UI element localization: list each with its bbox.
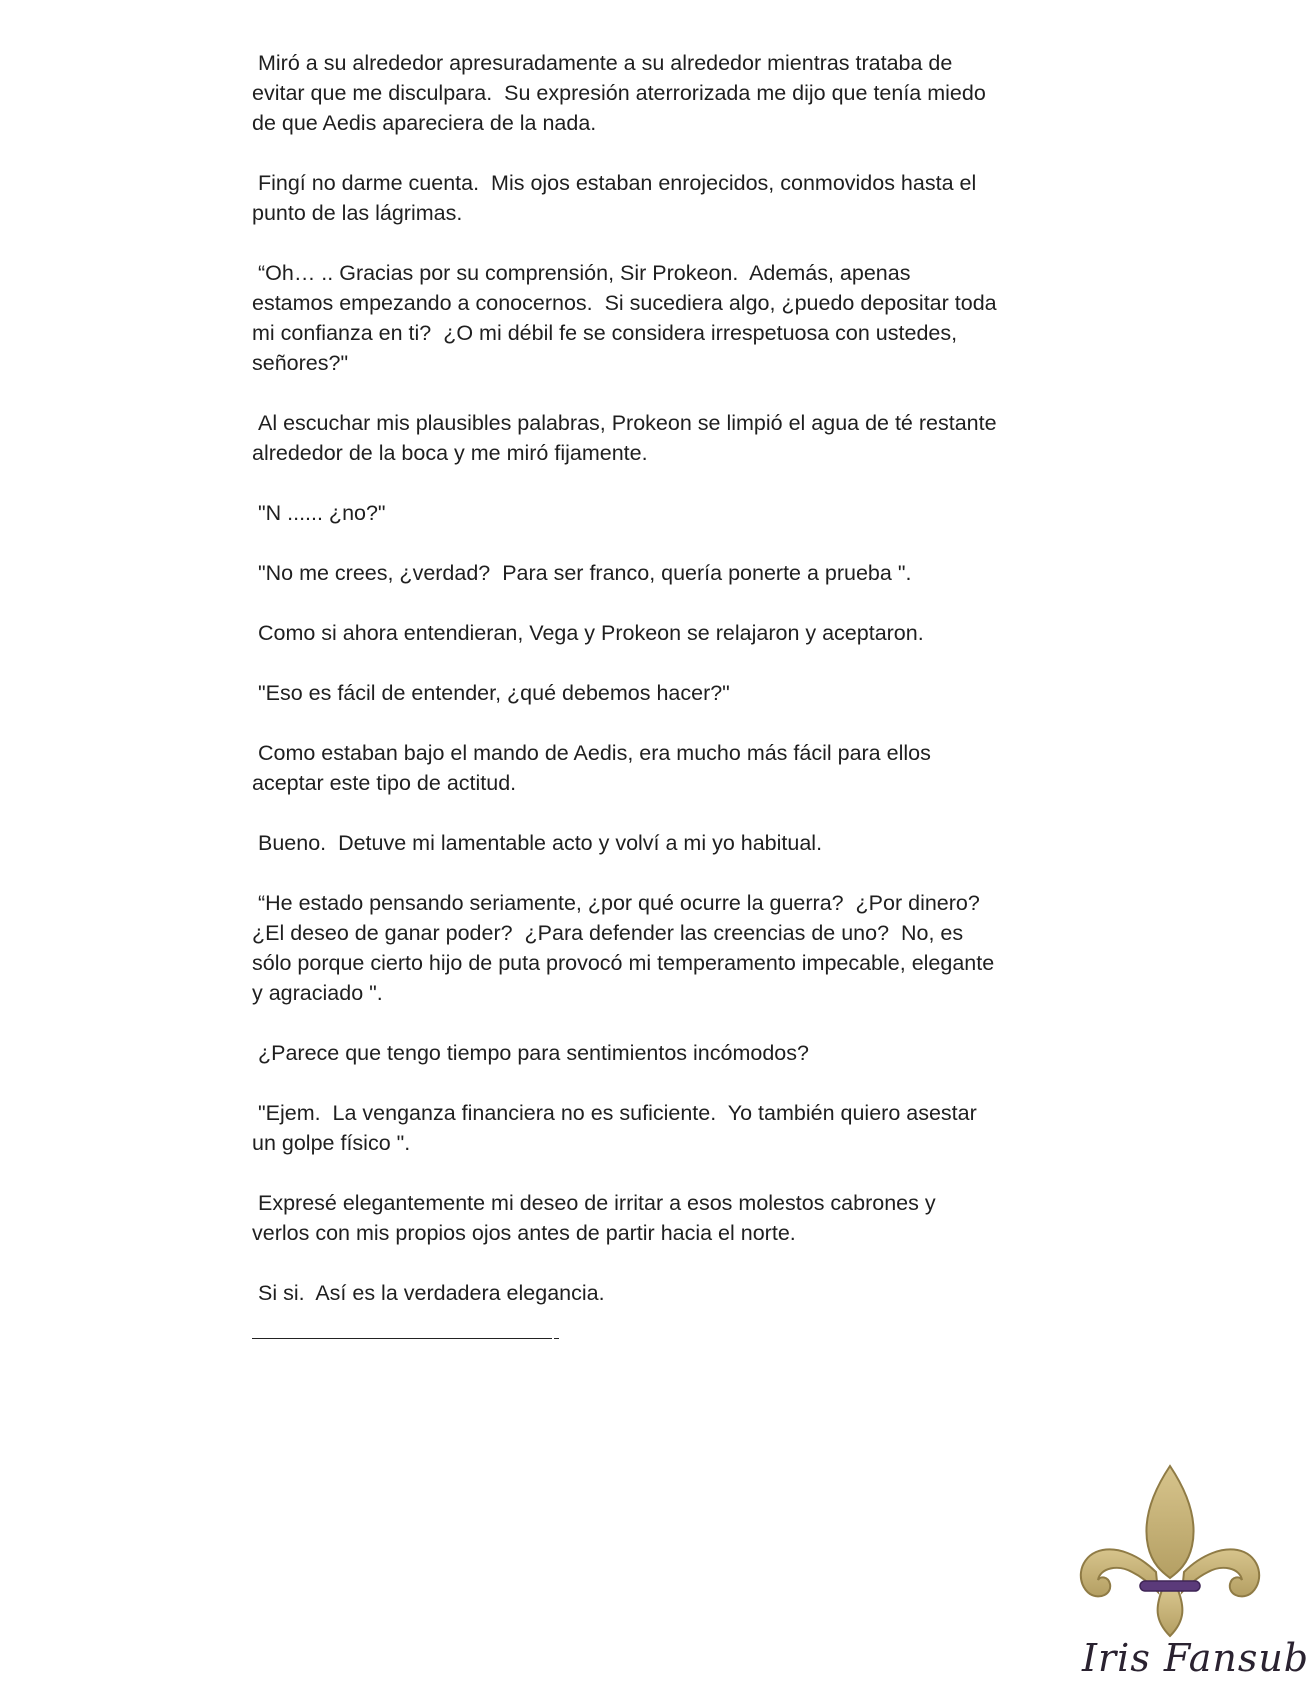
paragraph-10: Bueno. Detuve mi lamentable acto y volví a mi yo habitual. [252,831,823,855]
paragraph-12: ¿Parece que tengo tiempo para sentimientos incómodos? [252,1041,809,1065]
paragraph-5: "N ...... ¿no?" [252,501,386,525]
paragraph-8: "Eso es fácil de entender, ¿qué debemos hacer?" [252,681,730,705]
paragraph-14: Expresé elegantemente mi deseo de irritar a esos molestos cabrones y verlos con mis propios ojos antes de partir hacia el norte. [252,1191,936,1245]
paragraph-15: Si si. Así es la verdadera elegancia. [252,1281,605,1305]
paragraph-3: “Oh… .. Gracias por su comprensión, Sir Prokeon. Además, apenas estamos empezando a conocernos. Si sucediera algo, ¿puedo depositar toda mi confianza en ti? ¿O mi débil fe se considera irrespetuosa con ustedes, señores?" [252,261,997,375]
document-body [252,48,1052,1339]
paragraph-9: Como estaban bajo el mando de Aedis, era mucho más fácil para ellos aceptar este tipo de actitud. [252,741,931,795]
paragraph-13: "Ejem. La venganza financiera no es suficiente. Yo también quiero asestar un golpe físico ". [252,1101,977,1155]
paragraph-2: Fingí no darme cuenta. Mis ojos estaban enrojecidos, conmovidos hasta el punto de las lágrimas. [252,171,977,225]
paragraph-4: Al escuchar mis plausibles palabras, Prokeon se limpió el agua de té restante alrededor de la boca y me miró fijamente. [252,411,997,465]
paragraph-1: Miró a su alrededor apresuradamente a su alrededor mientras trataba de evitar que me disculpara. Su expresión aterrorizada me dijo que tenía miedo de que Aedis apareciera de la nada. [252,51,986,135]
paragraph-6: "No me crees, ¿verdad? Para ser franco, quería ponerte a prueba ". [252,561,912,585]
section-divider [252,1338,552,1339]
paragraph-7: Como si ahora entendieran, Vega y Prokeon se relajaron y aceptaron. [252,621,924,645]
paragraph-11: “He estado pensando seriamente, ¿por qué ocurre la guerra? ¿Por dinero? ¿El deseo de ganar poder? ¿Para defender las creencias de uno? No, es sólo porque cierto hijo de puta provocó mi temperamento impecable, elegante y agraciado ". [252,891,995,1005]
watermark-text: Iris Fansub [1082,1636,1309,1680]
fleur-de-lis-icon [1070,1460,1270,1640]
